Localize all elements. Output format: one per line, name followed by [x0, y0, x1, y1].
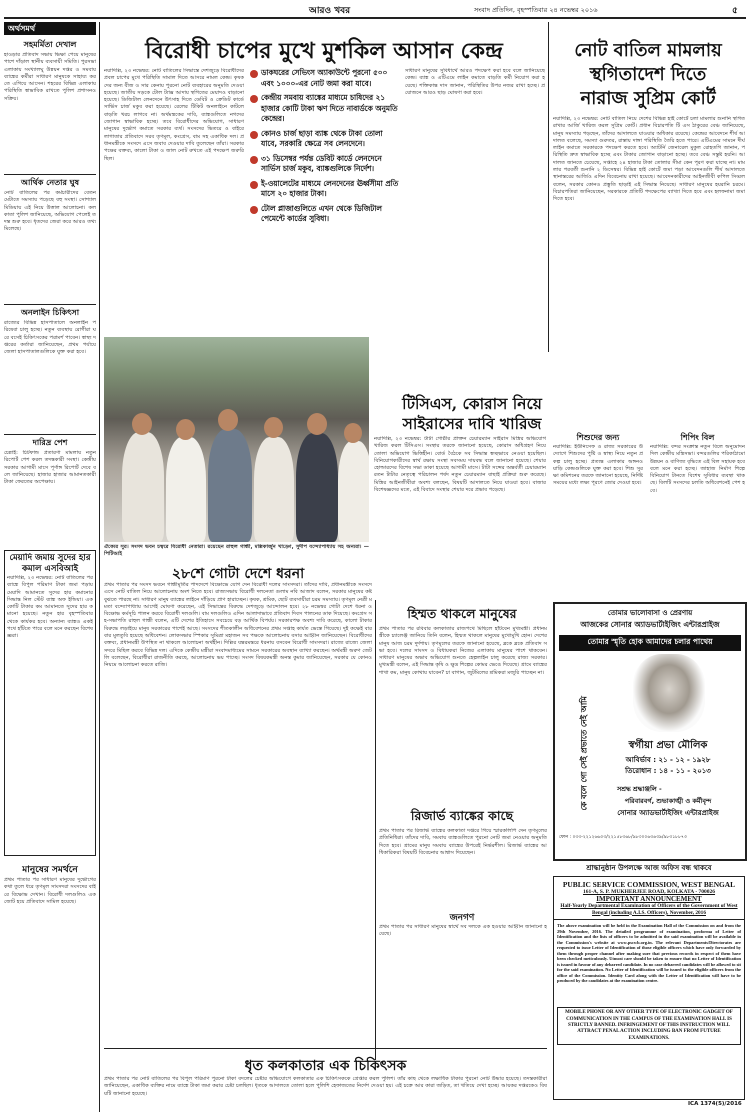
children-text: নয়াদিল্লি: ইউনিসেফ ও রাজ্য সরকারের উদ্যোগে শিশুদের পুষ্টি ও স্বাস্থ্য নিয়ে নতুন প্রকল্প চালু হচ্ছে। প্রত্যন্ত এলাকার অঙ্গনওয়াড়ি কেন্দ্রগুলিকে যুক্ত করা হবে। শিশু সুরক্ষা কমিশনের তরফে জানানো হয়েছে, নির্দিষ্ট সময়ের মধ্যে লক্ষ্য পূরণে জোর দেওয়া হবে। [553, 444, 643, 487]
header-date: সংবাদ প্রতিদিন, বৃহস্পতিবার ২৪ নভেম্বর ২০১৬ [474, 6, 598, 14]
highlight-item: ৩১ ডিসেম্বর পর্যন্ত ডেবিট কার্ডে লেনদেনে সার্ভিস চার্জ মকুব, ব্যাঙ্কগুলিকে নির্দেশ। [250, 154, 400, 175]
sidebar-text-1: হাওড়ার প্রতিবাদ সভায় ভিক্ষা পেয়ে মানুষের পাশে দাঁড়াল স্থানীয় ব্যবসায়ী সমিতি। পুরসভা এলাকায় সংখ্যালঘু উন্নয়ন দপ্তর ও সমবায় ব্যাঙ্কের কর্মীরা সাধারণ মানুষকে সাহায্য করতে এগিয়ে আসেন। শহরের বিভিন্ন এলাকায় পরিস্থিতি স্বাভাবিক রাখতে পুলিশ প্রশাসনও সক্রিয়। [4, 52, 96, 102]
memorial-top-line-2: আজকের সোনার অ্যাডভার্টাইজিং এন্টারপ্রাইজ [580, 620, 720, 629]
memorial-death: তিরোধান : ১৪ - ১১ - ২০১৩ [625, 767, 711, 775]
highlight-item: কেন্দ্রীয় সমবায় ব্যাঙ্কের মাধ্যমে চাষিদের ২১ হাজার কোটি টাকা ঋণ দিতে নাবার্ডকে অনুমতি কেন্দ্রের। [250, 93, 400, 125]
memorial-top-line-1: তোমার ভালোবাসা ও প্রেরণায় [607, 609, 693, 617]
rbi-text: প্রথম পাতার পর রিজার্ভ ব্যাঙ্কের কলকাতা দপ্তরে গিয়ে স্মারকলিপি দেন তৃণমূলের প্রতিনিধিরা। তাঁদের দাবি, সমবায় ব্যাঙ্কগুলিতে পুরনো নোট জমা নেওয়ার অনুমতি দিতে হবে। গ্রামের মানুষ সমবায় ব্যাঙ্কের উপরেই নির্ভরশীল। রিজার্ভ ব্যাঙ্কের আধিকারিকরা বিষয়টি বিবেচনার আশ্বাস দিয়েছেন। [379, 828, 547, 856]
person-figure [166, 437, 206, 542]
news-photo [104, 337, 369, 542]
sidebar-text-4: চেন্নাই: চিটফান্ড প্রতারণা মামলায় নতুন রিপোর্ট পেশ করল তদন্তকারী সংস্থা। কেন্দ্রীয় সরকার আগামী মাসে পূর্ণাঙ্গ রিপোর্ট দেবে বলে জানিয়েছে। হাজার হাজার আমানতকারী টাকা ফেরতের অপেক্ষায়। [4, 450, 96, 486]
dharna-headline: ২৮শে গোটা দেশে ধরনা [171, 566, 305, 582]
himmat-text: প্রথম পাতার পর রবিবার কলকাতার রাজপথে মিছিলে হাঁটবেন মুখ্যমন্ত্রী। প্রধানমন্ত্রীকে চ্যালেঞ্জ জানিয়ে তিনি বলেন, হিম্মত থাকলে মানুষের মুখোমুখি হোন। দেশের মানুষ আজ চরম দুর্দশায়। তৃণমূলের তরফে জানানো হয়েছে, ব্লকে ব্লকে প্রতিবাদ সভা হবে। দলের সাংসদ ও বিধায়করা নিজের এলাকায় মানুষের পাশে থাকবেন। সাধারণ মানুষের অভাব অভিযোগ শুনতে হেল্পলাইন চালু করেছে রাজ্য সরকার। মুখ্যমন্ত্রী বলেন, এই সিদ্ধান্ত কৃষি ও ক্ষুদ্র শিল্পের কোমর ভেঙে দিয়েছে। গ্রামে ব্যাঙ্কের শাখা কম, মানুষ কোথায় যাবেন? চা বাগান, জুটমিলের শ্রমিকরা মজুরি পাচ্ছেন না। [379, 626, 547, 676]
person-head [176, 419, 195, 440]
memorial-birth: আবির্ভাব : ২১ - ১২ - ১৯২৮ [625, 756, 711, 764]
highlight-item: ই-ওয়ালেটের মাধ্যমে লেনদেনের ঊর্ধ্বসীমা প্রতি মাসে ২০ হাজার টাকা। [250, 179, 400, 200]
dharna-text: প্রথম পাতার পর সংসদ ভবনে গান্ধীমূর্তির পাদদেশে বিক্ষোভে যোগ দেন বিরোধী দলের সাংসদরা। তাঁদের দাবি, প্রধানমন্ত্রীকে সংসদে এসে নোট বাতিল নিয়ে আলোচনায় অংশ নিতে হবে। রাজ্যসভায় বিরোধী দলনেতা গুলাম নবি আজাদ বলেন, সরকার মানুষের কষ্ট বুঝতে পারছে না। সাধারণ মানুষ ব্যাঙ্কের লাইনে দাঁড়িয়ে প্রাণ হারাচ্ছেন। কৃষক, শ্রমিক, ছোট ব্যবসায়ীরা চরম সমস্যায়। তৃণমূল নেত্রী মমতা বন্দ্যোপাধ্যায় আগেই ঘোষণা করেছেন, এই সিদ্ধান্তের বিরুদ্ধে দেশজুড়ে আন্দোলন হবে। ২৮ নভেম্বর গোটা দেশে ধরনা ও বিক্ষোভ কর্মসূচি পালন করবে বিরোধী দলগুলি। বাম দলগুলিও এদিন আলাদাভাবে প্রতিবাদ দিবস পালনের ডাক দিয়েছে। কংগ্রেস সহ-সভাপতি রাহুল গান্ধী বলেন, এটি দেশের ইতিহাসে সবচেয়ে বড় আর্থিক বিপর্যয়। সরকারপক্ষ অবশ্য দাবি করেছে, কালো টাকার বিরুদ্ধে লড়াইয়ে মানুষ সরকারের পাশেই আছে। সংসদের শীতকালীন অধিবেশনের প্রথম সপ্তাহ কার্যত ভেস্তে গিয়েছে। দুই কক্ষেই বারবার মুলতুবি হয়েছে অধিবেশন। লোকসভার স্পিকার সুমিত্রা মহাজন সব পক্ষকে আলোচনায় বসার আহ্বান জানিয়েছেন। বিরোধীদের বক্তব্য, প্রধানমন্ত্রী উপস্থিত না থাকলে আলোচনা অর্থহীন। দিল্লির যন্তরমন্তরে ধরনায় বসবেন বিরোধী সাংসদরা। রাজ্যে রাজ্যে জেলা সদরে মিছিল করবে বিভিন্ন দল। এদিকে কেন্দ্রীয় মন্ত্রীরা সংবাদমাধ্যমের সামনে সরকারের অবস্থান ব্যাখ্যা করছেন। অর্থমন্ত্রী অরুণ জেটলি বলেছেন, বিরোধীরা রাজনীতি করছে, আলোচনায় ভয় পাচ্ছে। সংসদ বিষয়কমন্ত্রী অনন্ত কুমার জানিয়েছেন, সরকার যে কোনও নিয়মে আলোচনা করতে রাজি। [104, 582, 372, 669]
sc-headline-2: স্থগিতাদেশ দিতে [589, 64, 707, 85]
page-number: ৫ [732, 6, 738, 16]
person-head [264, 417, 283, 438]
psc-code: ICA 1374(5)/2016 [688, 1101, 742, 1107]
highlight-item: কোনও চার্জ ছাড়া ব্যাঙ্ক থেকে টাকা তোলা যাবে, সরকারি ক্ষেত্রে সব লেনদেনে। [250, 129, 400, 150]
sc-headline-1: নোট বাতিল মামলায় [574, 40, 722, 61]
check-icon [250, 206, 258, 214]
person-head [132, 413, 152, 435]
sidebar-heading-2: আর্থিক নেতার ঘুষ [20, 178, 80, 187]
main-story-continued: সাধারণ মানুষের সুবিধার্থে আরও পদক্ষেপ করা হবে বলে জানিয়েছে কেন্দ্র। ব্যাঙ্ক ও এটিএমে লাইন কমাতে বাড়তি কর্মী নিয়োগ করা হয়েছে। শক্তিকান্ত দাস জানান, পরিস্থিতির উপর নজর রাখা হচ্ছে। প্রয়োজনে আরও ছাড় ঘোষণা করা হবে। [405, 68, 545, 96]
person-figure [208, 429, 252, 542]
main-story-text: নয়াদিল্লি, ২৩ নভেম্বর: নোট বাতিলের সিদ্ধান্তে দেশজুড়ে বিরোধীদের প্রবল চাপের মুখে পরিস্থিতি সামাল দিতে আসরে নামল কেন্দ্র। কৃষকদের জন্য বীজ ও সার কেনায় পুরনো নোট ব্যবহারের অনুমতি দেওয়া হয়েছে। জাতীয় সড়কে টোল ট্যাক্স আদায় স্থগিতের মেয়াদও বাড়ানো হয়েছে। ডিজিটাল লেনদেনে উৎসাহ দিতে ডেবিট ও ক্রেডিট কার্ডে সার্ভিস চার্জ মকুব করা হয়েছে। রেলের টিকিট অনলাইনে কাটলে বাড়তি খরচ লাগবে না। অর্থমন্ত্রকের দাবি, ব্যাঙ্কগুলিতে নগদের জোগান স্বাভাবিক হচ্ছে। তবে বিরোধীদের অভিযোগ, সাধারণ মানুষের দুর্ভোগ কমাতে সরকার ব্যর্থ। সংসদের ভিতরে ও বাইরে লাগাতার প্রতিবাদে সরব তৃণমূল, কংগ্রেস, বাম সহ একাধিক দল। প্রধানমন্ত্রীকে সংসদে এসে জবাব দেওয়ার দাবি তুলেছেন তাঁরা। সরকার পক্ষের বক্তব্য, কালো টাকা ও জাল নোট রুখতে এই পদক্ষেপ জরুরি ছিল। [104, 68, 244, 162]
memorial-company: সোনার অ্যাডভার্টাইজিং এন্টারপ্রাইজ [617, 809, 719, 817]
divider [104, 1048, 547, 1049]
psc-warning: MOBILE PHONE OR ANY OTHER TYPE OF ELECTRONIC GADGET OF COMMUNICATION IN THE CAMPUS OF THE EXAMINATION HALL IS STRICTLY BANNED. INFRINGEMENT OF THIS INSTRUCTION WILL ATTRACT PENAL ACTION INCLUDING BAN FROM FUTURE EXAMINATIONS. [557, 1007, 741, 1045]
shipping-text: নয়াদিল্লি: বন্দর সংক্রান্ত নতুন বিলে অনুমোদন দিল কেন্দ্রীয় মন্ত্রিসভা। বন্দরগুলির পরিকাঠামো উন্নয়ন ও বাণিজ্য বৃদ্ধিতে এই বিল সহায়ক হবে বলে মনে করা হচ্ছে। জাহাজ নির্মাণ শিল্পে বিনিয়োগ টানতে বিশেষ সুবিধার ব্যবস্থা থাকছে। বিলটি সংসদের চলতি অধিবেশনেই পেশ হবে। [650, 444, 745, 494]
person-figure [254, 437, 294, 542]
column-rule [375, 600, 376, 1060]
tcs-headline-1: টিসিএস, কোরাস নিয়ে [402, 394, 542, 413]
sidebar-box-title: মেয়াদি জমায় সুদের হার কমাল এসবিআই [9, 553, 91, 574]
memorial-mourners: পরিবারবর্গ, শুভাকাঙ্খী ও কর্মীবৃন্দ [624, 797, 712, 805]
sidebar [4, 22, 96, 1112]
person-head [218, 409, 238, 431]
psc-subtitle: Half-Yearly Departmental Examination of Officers of the Government of West Bengal (including A.I.S. Officers), November, 2016 [560, 903, 738, 916]
portrait-photo [633, 654, 705, 732]
person-figure [122, 432, 164, 542]
divider [4, 174, 96, 175]
memorial-banner: তোমার স্মৃতি হোক আমাদের চলার পাথেয় [559, 635, 741, 651]
column-rule [99, 22, 100, 1112]
psc-body: The above examination will be held in the Examination Hall of the Commission on and from the 29th November, 2016. The detailed programme of examination, proforma of Letter of Identification and the lists of officers to be admitted in the said examination will be available in the Commission's website at www.pscwb.org.in. The relevant Departments/Directorates are requested to issue Letter of Identification of those eligible officers which have only forwarded by them through proper channel after making sure that previous records in respect of them have been checked meticulously. Utmost care should be taken to ensure that no Letter of Identification is issued in favour of any debarred candidate. In no case debarred candidates will be allowed to sit for the said examination. No Letter of Identification will be issued to the eligible officers from the office of the Commission. Identity Card along with the Letter of Identification will have to be produced by the candidates at the examination centre. [557, 923, 741, 984]
children-heading: শিশুদের জন্য [576, 433, 620, 442]
himmat-headline: হিম্মত থাকলে মানুষের [407, 606, 517, 621]
doctor-headline: ধৃত কলকাতার এক চিকিৎসক [244, 1058, 407, 1074]
sc-story-text: নয়াদিল্লি, ২৩ নভেম্বর: নোট বাতিল নিয়ে দেশের বিভিন্ন হাই কোর্টে চলা মামলার শুনানি স্থগিত রাখার আর্জি খারিজ করল সুপ্রিম কোর্ট। প্রধান বিচারপতি টি এস ঠাকুরের বেঞ্চ জানিয়েছে, মানুষ সমস্যায় পড়ছেন, তাঁদের আদালতে যাওয়ার অধিকার রয়েছে। কেন্দ্রের আবেদনে শীর্ষ আদালত বলেছে, সমস্যা গুরুতর, রাস্তায় দাঙ্গা পরিস্থিতি তৈরি হতে পারে। এটিএমের সামনে দীর্ঘ লাইন কমাতে সরকারকে পদক্ষেপ করতে হবে। অ্যাটর্নি জেনারেল মুকুল রোহতগি জানান, পরিস্থিতি দ্রুত স্বাভাবিক হচ্ছে এবং টাকার জোগান বাড়ানো হচ্ছে। তবে বেঞ্চ সন্তুষ্ট হয়নি। আদালত জানতে চেয়েছে, সপ্তাহে ২৪ হাজার টাকা তোলার সীমা কেন পূরণ করা যাচ্ছে না। মামলার পরবর্তী শুনানি ২ ডিসেম্বর। বিভিন্ন হাই কোর্টে জমা পড়া আবেদনগুলি শীর্ষ আদালতে স্থানান্তরের আর্জিও এদিন বিবেচনায় রাখা হয়েছে। আবেদনকারীদের আইনজীবী কপিল সিব্বল বলেন, সরকার কোনও প্রস্তুতি ছাড়াই এই সিদ্ধান্ত নিয়েছে। সাধারণ মানুষের হয়রানি চরমে। বিচারপতিরা জানিয়েছেন, সরকারকে প্রতিটি পদক্ষেপের ব্যাখ্যা দিতে হবে এবং হলফনামা জমা দিতে হবে। [553, 116, 745, 203]
person-figure [296, 433, 338, 542]
psc-org: PUBLIC SERVICE COMMISSION, WEST BENGAL [562, 880, 736, 889]
shipping-heading: শিপিং বিল [680, 433, 715, 442]
check-icon [250, 156, 258, 164]
main-headline: বিরোধী চাপের মুখে মুশকিল আসান কেন্দ্র [145, 38, 503, 64]
sidebar-bottom-text: প্রথম পাতার পর সাধারণ মানুষের দুর্ভোগের কথা তুলে ধরে তৃণমূল সাংসদরা সংসদের বাইরে বিক্ষোভ দেখান। বিরোধী দলগুলিও একজোট হয়ে প্রতিবাদে সামিল হয়েছে। [4, 877, 96, 905]
sidebar-heading-1: সহমর্মিতা দেখাল [23, 40, 77, 49]
highlight-item: ডাকঘরের সেভিংস অ্যাকাউন্টে পুরনো ৫০০ এবং ১০০০-এর নোট জমা করা যাবে। [250, 68, 400, 89]
person-head [307, 413, 327, 435]
sidebar-box [4, 550, 96, 856]
tcs-headline-2: সাইরাসের দাবি খারিজ [402, 414, 542, 433]
check-icon [250, 95, 258, 103]
column-rule [548, 22, 549, 352]
sidebar-bottom-title: মানুষের সমর্থনে [22, 865, 78, 875]
psc-notice [553, 876, 745, 1100]
sc-headline-3: নারাজ সুপ্রিম কোর্ট [580, 88, 716, 109]
header-rule [4, 17, 746, 19]
sidebar-text-3: রাজ্যের বিভিন্ন হাসপাতালে অনলাইন পরিষেবা চালু হচ্ছে। নতুন ব্যবস্থায় রোগীরা ঘরে বসেই চিকিৎসকের পরামর্শ পাবেন। স্বাস্থ্য দপ্তরের কর্তারা জানিয়েছেন, প্রথম পর্যায়ে জেলা হাসপাতালগুলিকে যুক্ত করা হবে। [4, 320, 96, 356]
psc-title: IMPORTANT ANNOUNCEMENT [596, 895, 702, 903]
memorial-ad [553, 602, 747, 861]
tcs-story-text: নয়াদিল্লি, ২৩ নভেম্বর: টাটা গোষ্ঠীর প্রাক্তন চেয়ারম্যান সাইরাস মিস্ত্রির অভিযোগ খারিজ করল টিসিএস। সংস্থার তরফে জানানো হয়েছে, কোরাস অধিগ্রহণ নিয়ে তোলা অভিযোগ ভিত্তিহীন। বোর্ড বৈঠকে সব সিদ্ধান্ত স্বচ্ছভাবে নেওয়া হয়েছিল। বিনিয়োগকারীদের স্বার্থ রক্ষায় সংস্থা সবসময় দায়বদ্ধ বলে জানানো হয়েছে। শেয়ারহোল্ডারদের বিশেষ সভা ডাকা হয়েছে আগামী মাসে। টাটা সন্সের অন্তর্বর্তী চেয়ারম্যান রতন টাটার নেতৃত্বে পরিচালন পর্ষদ নতুন চেয়ারম্যান বাছাই প্রক্রিয়া শুরু করেছে। মিস্ত্রির আইনজীবীরা অবশ্য বলছেন, বিষয়টি আদালতে নিয়ে যাওয়া হবে। বাজার বিশেষজ্ঞদের মতে, এই বিবাদে সংস্থার শেয়ার দরে প্রভাব পড়েছে। [374, 436, 546, 494]
sidebar-heading-3: অনলাইন চিকিৎসা [20, 308, 80, 317]
sidebar-text-2: নোট বাতিলের পর কর্মচারীদের বেতন মেটাতে সমস্যায় পড়েছে বহু সংস্থা। সোশ্যাল মিডিয়ায় এই নিয়ে উত্তাল আলোচনা। কলকাতা পুলিশ জানিয়েছে, অভিযোগ পেলেই তদন্ত শুরু হবে। ধৃতদের জেরা করে আরও তথ্য মিলেছে। [4, 190, 96, 233]
check-icon [250, 181, 258, 189]
person-head [344, 423, 362, 443]
page-header [4, 2, 746, 16]
sidebar-heading-4: দারিদ্র পেশ [32, 438, 68, 447]
divider [4, 434, 96, 435]
janagan-text: প্রথম পাতার পর সাধারণ মানুষের স্বার্থে সব দলকে এক হওয়ার আহ্বান জানানো হয়েছে। [379, 924, 547, 938]
highlight-item: টোল প্লাজাগুলিতে এখন থেকে ডিজিটাল পেমেন্টে কার্ডের সুবিধা। [250, 204, 400, 225]
divider [4, 304, 96, 305]
memorial-phone: ফোন : ০৩৩-২২১২৬৬০৩/২২১৫৮৩৬৮/৯৮৩০০৬৩৬৩৯/৯৮৩১৮৮৭৩ [559, 835, 687, 840]
section-label: আরও খবর [309, 6, 351, 16]
highlights-box [250, 68, 400, 330]
photo-caption: ঐক্যের সুর। সংসদ ভবন চত্বরে বিরোধী নেতারা। রয়েছেন রাহুল গান্ধী, মল্লিকার্জুন খাড়্গে, সুদীপ বন্দ্যোপাধ্যায় সহ অন্যরা। —পিটিআই [104, 544, 369, 558]
memorial-footer: শ্রাদ্ধানুষ্ঠান উপলক্ষে আজ অফিস বন্ধ থাকবে [586, 864, 712, 872]
memorial-side-text: কে বলে গো সেই প্রভাতে নেই আমি [579, 696, 589, 811]
memorial-mourners-label: সশ্রদ্ধ শ্রদ্ধাঞ্জলি - [617, 785, 662, 793]
rbi-headline: রিজার্ভ ব্যাঙ্কের কাছে [410, 808, 514, 823]
person-figure [338, 441, 369, 542]
doctor-text: প্রথম পাতার পর নোট বাতিলের পর বিপুল পরিমাণ পুরনো টাকা বদলের চেষ্টার অভিযোগে কলকাতার এক চিকিৎসককে গ্রেপ্তার করল পুলিশ। তাঁর কাছ থেকে লক্ষাধিক টাকার পুরনো নোট উদ্ধার হয়েছে। তদন্তকারীরা জানিয়েছেন, একাধিক ব্যক্তির নামে ব্যাঙ্কে টাকা জমা করার চেষ্টা চলছিল। ধৃতকে আদালতে তোলা হলে পুলিশি হেফাজতের নির্দেশ দেওয়া হয়। এই চক্রে আর কারা জড়িত, তা খতিয়ে দেখা হচ্ছে। আয়কর দপ্তরকেও বিষয়টি জানানো হয়েছে। [104, 1076, 547, 1097]
memorial-name: স্বর্গীয়া প্রভা মৌলিক [628, 740, 708, 751]
psc-address: 161-A, S. P. MUKHERJEE ROAD, KOLKATA - 700026 [582, 889, 716, 895]
sidebar-box-text: নয়াদিল্লি, ২৩ নভেম্বর: নোট বাতিলের পর ব্যাঙ্কে বিপুল পরিমাণ টাকা জমা পড়ায় মেয়াদি আমানতে সুদের হার কমানোর সিদ্ধান্ত নিল স্টেট ব্যাঙ্ক অফ ইন্ডিয়া। এক কোটি টাকার কম আমানতে সুদের হার কমানো হয়েছে। নতুন হার বৃহস্পতিবার থেকে কার্যকর হবে। অন্যান্য ব্যাঙ্কও একই পথে হাঁটতে পারে বলে মনে করছেন বিশেষজ্ঞরা। [7, 575, 93, 640]
sidebar-title: অর্থসমর্থ [4, 22, 96, 35]
janagan-headline: জনগণ [449, 913, 475, 923]
check-icon [250, 131, 258, 139]
check-icon [250, 70, 258, 78]
divider [554, 919, 744, 920]
